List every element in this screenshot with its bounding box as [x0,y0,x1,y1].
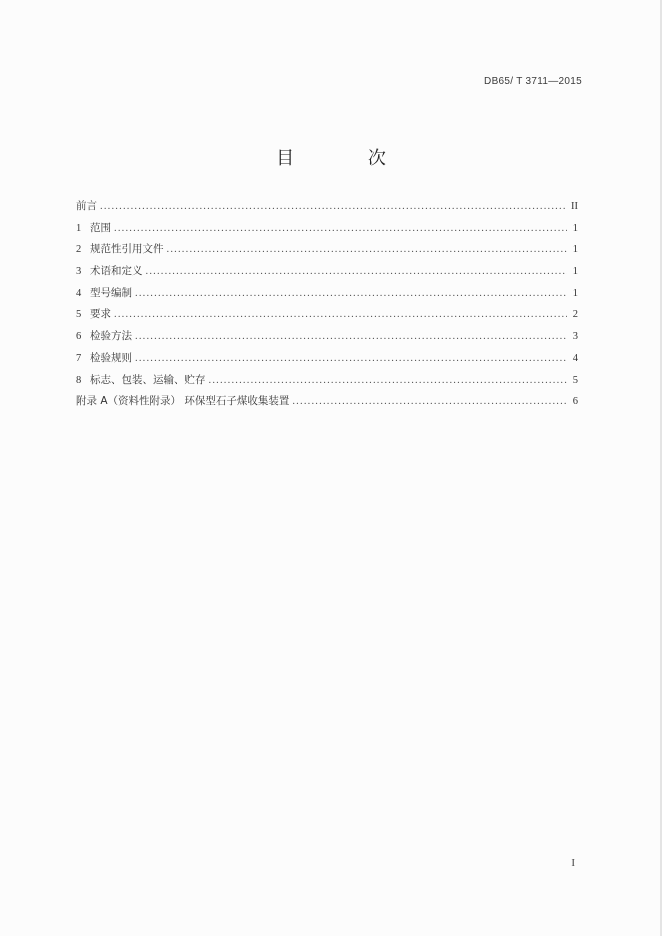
toc-entry-model-designation[interactable] [76,285,578,307]
toc-entry-page: 1 [572,266,578,278]
table-of-contents [76,198,578,415]
toc-entry-page: 1 [572,244,578,256]
toc-dot-leader [135,331,567,342]
toc-entry-label: 前言 [76,200,97,212]
toc-entry-label: 要求 [90,308,111,321]
toc-entry-normative-references[interactable] [76,241,578,263]
toc-entry-number: 5 [76,309,82,321]
toc-entry-number: 8 [76,374,82,386]
toc-dot-leader [292,396,567,407]
page-number: I [571,857,575,869]
toc-entry-page: II [571,201,578,212]
toc-entry-label: 标志、包装、运输、贮存 [90,373,206,386]
toc-entry-test-methods[interactable] [76,328,578,350]
toc-dot-leader [146,266,568,277]
toc-dot-leader [135,353,567,364]
toc-dot-leader [114,309,567,320]
toc-dot-leader [135,288,567,299]
toc-entry-label: 检验规则 [90,351,132,364]
toc-entry-page: 3 [572,331,578,343]
toc-entry-page: 6 [572,396,578,408]
toc-entry-page: 4 [572,352,578,364]
toc-entry-terms-definitions[interactable] [76,263,578,285]
toc-entry-label: 型号编制 [90,286,132,299]
toc-entry-label: 术语和定义 [90,265,143,278]
toc-entry-page: 5 [572,374,578,386]
toc-entry-requirements[interactable] [76,306,578,328]
toc-dot-leader [100,201,567,212]
toc-entry-scope[interactable] [76,220,578,242]
toc-title: 目 次 [276,148,420,169]
toc-entry-number: 3 [76,266,82,278]
toc-entry-label: 规范性引用文件 [90,243,164,256]
toc-entry-label: 附录 A（资料性附录） 环保型石子煤收集装置 [76,395,290,408]
toc-entry-page: 1 [572,287,578,299]
toc-entry-number: 4 [76,287,82,299]
document-code: DB65/ T 3711—2015 [484,76,582,87]
toc-dot-leader [114,223,567,234]
toc-entry-label: 检验方法 [90,330,132,343]
toc-entry-number: 6 [76,331,82,343]
toc-dot-leader [167,244,568,255]
toc-entry-label: 范围 [90,221,111,234]
toc-entry-marking-packaging[interactable] [76,372,578,394]
toc-entry-number: 2 [76,244,82,256]
toc-dot-leader [209,375,568,386]
toc-entry-number: 7 [76,352,82,364]
toc-entry-foreword[interactable] [76,198,578,220]
toc-entry-inspection-rules[interactable] [76,350,578,372]
toc-entry-page: 2 [572,309,578,321]
toc-entry-page: 1 [572,222,578,234]
toc-entry-number: 1 [76,222,82,234]
toc-entry-appendix-a[interactable] [76,393,578,415]
